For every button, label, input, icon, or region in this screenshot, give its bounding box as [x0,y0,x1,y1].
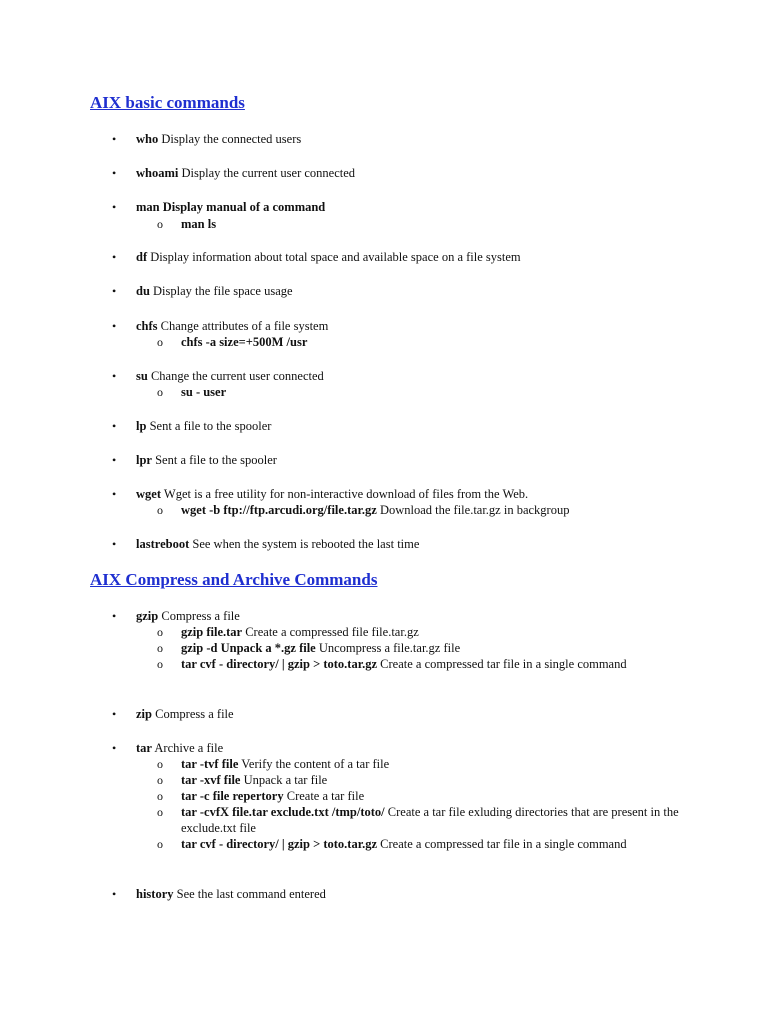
bullet: • [112,284,117,298]
command-description: See the last command entered [173,887,326,901]
bullet: • [112,369,117,383]
command-description: Uncompress a file.tar.gz file [315,641,461,655]
command-description: Archive a file [151,741,224,755]
command-description: Create a compressed tar file in a single command [377,657,627,671]
command-name: chfs [136,319,158,333]
command-name: history [136,887,174,901]
command-name: lpr [136,453,152,467]
sub-bullet: o [157,217,163,231]
command-description: Display the current user connected [178,166,356,180]
command-name: zip [136,707,152,721]
bullet: • [112,487,117,501]
bullet: • [112,250,117,264]
bullet: • [112,609,117,623]
command-name: lastreboot [136,537,190,551]
command-description: Create a tar file [283,789,365,803]
command-description: Display information about total space and available space on a file system [147,250,521,264]
command-description: Create a tar file exluding directories that are present in the exclude.txt file [181,805,679,835]
sub-bullet: o [157,503,163,517]
command-name: who [136,132,159,146]
command-name: du [136,284,150,298]
command-example: tar -tvf file [181,757,239,771]
command-example: tar cvf - directory/ | gzip > toto.tar.gz [181,657,378,671]
command-description: Create a compressed tar file in a single command [377,837,627,851]
bullet: • [112,319,117,333]
bullet: • [112,132,117,146]
sub-bullet: o [157,789,163,803]
bullet: • [112,887,117,901]
command-name: gzip [136,609,159,623]
command-name: man Display manual of a command [136,200,326,214]
command-description: Compress a file [158,609,240,623]
command-example: tar -cvfX file.tar exclude.txt /tmp/toto/ [181,805,385,819]
command-name: tar [136,741,152,755]
command-description: Display the connected users [158,132,302,146]
command-example: wget -b ftp://ftp.arcudi.org/file.tar.gz [181,503,377,517]
bullet: • [112,537,117,551]
command-description: Download the file.tar.gz in backgroup [376,503,570,517]
command-example: tar -c file repertory [181,789,284,803]
sub-bullet: o [157,641,163,655]
command-description: Sent a file to the spooler [146,419,272,433]
command-example: man ls [181,217,217,231]
sub-bullet: o [157,625,163,639]
sub-bullet: o [157,805,163,819]
sub-bullet: o [157,385,163,399]
command-example: gzip -d Unpack a *.gz file [181,641,316,655]
sub-bullet: o [157,335,163,349]
bullet: • [112,200,117,214]
command-name: lp [136,419,147,433]
command-description: Display the file space usage [149,284,293,298]
sub-bullet: o [157,757,163,771]
command-description: Wget is a free utility for non-interactive download of files from the Web. [161,487,529,501]
command-description: Create a compressed file file.tar.gz [242,625,419,639]
command-description: Change the current user connected [147,369,324,383]
command-description: See when the system is rebooted the last time [189,537,420,551]
bullet: • [112,707,117,721]
bullet: • [112,453,117,467]
sub-bullet: o [157,773,163,787]
bullet: • [112,419,117,433]
command-name: df [136,250,148,264]
sub-bullet: o [157,657,163,671]
sub-bullet: o [157,837,163,851]
section-heading-basic: AIX basic commands [90,93,245,112]
command-example: tar cvf - directory/ | gzip > toto.tar.gz [181,837,378,851]
command-name: su [136,369,148,383]
bullet: • [112,166,117,180]
command-example: gzip file.tar [181,625,243,639]
command-description: Verify the content of a tar file [238,757,390,771]
bullet: • [112,741,117,755]
command-example: chfs -a size=+500M /usr [181,335,308,349]
command-example: su - user [181,385,227,399]
command-description: Unpack a tar file [240,773,328,787]
command-description: Change attributes of a file system [157,319,329,333]
command-example: tar -xvf file [181,773,241,787]
command-name: wget [136,487,161,501]
section-heading-compress: AIX Compress and Archive Commands [90,570,378,589]
command-description: Sent a file to the spooler [151,453,277,467]
command-name: whoami [136,166,179,180]
command-description: Compress a file [151,707,234,721]
